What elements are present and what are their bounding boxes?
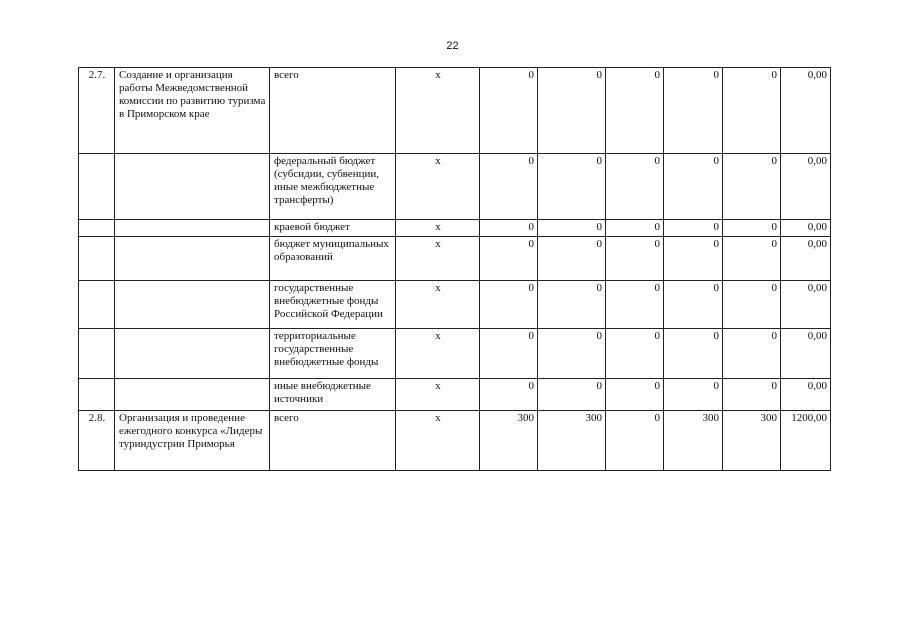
total-cell: 1200,00	[781, 411, 831, 471]
x-mark: х	[396, 329, 480, 379]
funding-source: федеральный бюджет (субсидии, субвенции, иные межбюджетные трансферты)	[270, 154, 396, 220]
value-cell: 0	[606, 379, 664, 411]
row-number	[79, 379, 115, 411]
value-cell: 0	[606, 154, 664, 220]
total-cell: 0,00	[781, 154, 831, 220]
funding-source: иные внебюджетные источники	[270, 379, 396, 411]
value-cell: 300	[664, 411, 723, 471]
value-cell: 0	[538, 237, 606, 281]
value-cell: 0	[723, 329, 781, 379]
value-cell: 300	[480, 411, 538, 471]
value-cell: 0	[606, 68, 664, 154]
value-cell: 0	[480, 237, 538, 281]
value-cell: 0	[723, 220, 781, 237]
funding-source: территориальные государственные внебюджетные фонды	[270, 329, 396, 379]
value-cell: 0	[538, 220, 606, 237]
table-row	[79, 220, 831, 237]
page-number: 22	[446, 40, 459, 52]
funding-source: краевой бюджет	[270, 220, 396, 237]
value-cell: 0	[664, 329, 723, 379]
value-cell: 300	[538, 411, 606, 471]
table-row	[79, 68, 831, 154]
row-number	[79, 237, 115, 281]
event-name	[115, 281, 270, 329]
x-mark: х	[396, 281, 480, 329]
value-cell: 0	[664, 281, 723, 329]
funding-source: всего	[270, 68, 396, 154]
value-cell: 0	[480, 68, 538, 154]
event-name: Создание и организация работы Межведомственной комиссии по развитию туризма в Приморском крае	[115, 68, 270, 154]
value-cell: 0	[606, 411, 664, 471]
value-cell: 0	[480, 379, 538, 411]
value-cell: 0	[480, 220, 538, 237]
table-row	[79, 379, 831, 411]
budget-table	[78, 67, 831, 471]
value-cell: 0	[664, 379, 723, 411]
value-cell: 0	[723, 68, 781, 154]
x-mark: х	[396, 220, 480, 237]
table-row	[79, 411, 831, 471]
value-cell: 0	[538, 68, 606, 154]
x-mark: х	[396, 379, 480, 411]
event-name: Организация и проведение ежегодного конкурса «Лидеры туриндустрии Приморья	[115, 411, 270, 471]
x-mark: х	[396, 68, 480, 154]
value-cell: 0	[664, 220, 723, 237]
x-mark: х	[396, 154, 480, 220]
table-row	[79, 237, 831, 281]
table-row	[79, 154, 831, 220]
row-number	[79, 220, 115, 237]
row-number	[79, 154, 115, 220]
total-cell: 0,00	[781, 237, 831, 281]
total-cell: 0,00	[781, 329, 831, 379]
row-number: 2.7.	[79, 68, 115, 154]
value-cell: 0	[723, 237, 781, 281]
table-row	[79, 281, 831, 329]
event-name	[115, 329, 270, 379]
funding-source: всего	[270, 411, 396, 471]
value-cell: 0	[664, 154, 723, 220]
value-cell: 0	[723, 281, 781, 329]
event-name	[115, 154, 270, 220]
value-cell: 0	[664, 237, 723, 281]
value-cell: 0	[606, 237, 664, 281]
total-cell: 0,00	[781, 220, 831, 237]
value-cell: 300	[723, 411, 781, 471]
funding-source: государственные внебюджетные фонды Российской Федерации	[270, 281, 396, 329]
x-mark: х	[396, 411, 480, 471]
value-cell: 0	[606, 329, 664, 379]
value-cell: 0	[480, 281, 538, 329]
total-cell: 0,00	[781, 379, 831, 411]
value-cell: 0	[606, 281, 664, 329]
value-cell: 0	[664, 68, 723, 154]
value-cell: 0	[538, 154, 606, 220]
total-cell: 0,00	[781, 281, 831, 329]
x-mark: х	[396, 237, 480, 281]
value-cell: 0	[538, 379, 606, 411]
row-number: 2.8.	[79, 411, 115, 471]
event-name	[115, 379, 270, 411]
funding-source: бюджет муниципальных образований	[270, 237, 396, 281]
value-cell: 0	[723, 379, 781, 411]
event-name	[115, 237, 270, 281]
row-number	[79, 329, 115, 379]
value-cell: 0	[480, 329, 538, 379]
total-cell: 0,00	[781, 68, 831, 154]
value-cell: 0	[723, 154, 781, 220]
value-cell: 0	[538, 281, 606, 329]
value-cell: 0	[606, 220, 664, 237]
row-number	[79, 281, 115, 329]
event-name	[115, 220, 270, 237]
value-cell: 0	[538, 329, 606, 379]
table-row	[79, 329, 831, 379]
value-cell: 0	[480, 154, 538, 220]
